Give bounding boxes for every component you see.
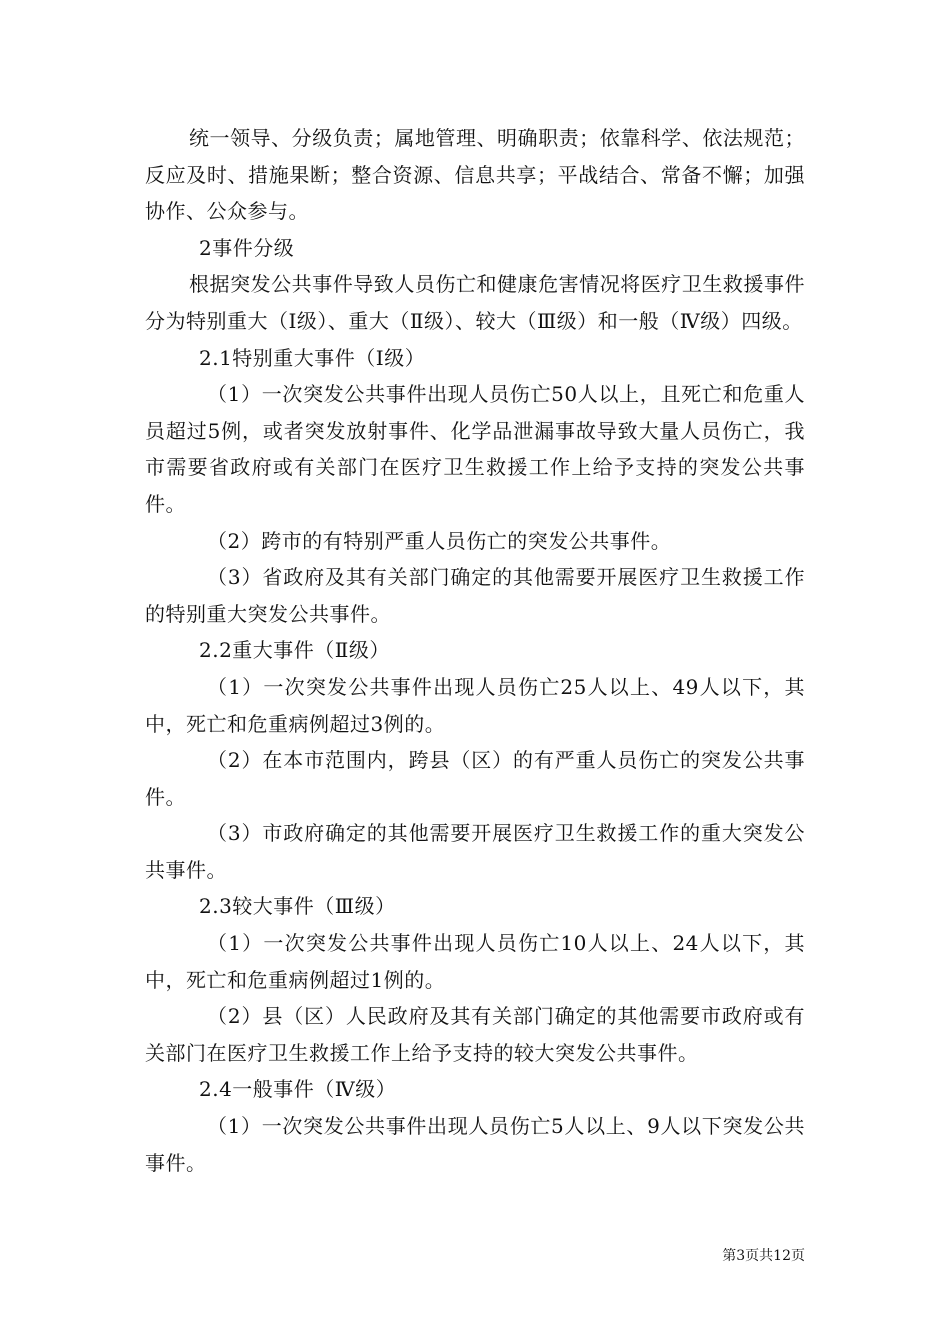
paragraph-level-4-item-1: （1）一次突发公共事件出现人员伤亡5人以上、9人以下突发公共事件。 (145, 1114, 805, 1175)
heading-level-4: 2.4一般事件（Ⅳ级） (199, 1077, 397, 1102)
heading-level-3: 2.3较大事件（Ⅲ级） (199, 894, 396, 919)
paragraph-level-2-item-1: （1）一次突发公共事件出现人员伤亡25人以上、49人以下，其中，死亡和危重病例超过3例的。 (145, 674, 805, 736)
paragraph-level-3-item-1: （1）一次突发公共事件出现人员伤亡10人以上、24人以下，其中，死亡和危重病例超过1例的。 (145, 931, 805, 992)
paragraph-grading-intro: 根据突发公共事件导致人员伤亡和健康危害情况将医疗卫生救援事件分为特别重大（Ⅰ级）、重大（Ⅱ级）、较大（Ⅲ级）和一般（Ⅳ级）四级。 (145, 272, 805, 333)
paragraph-level-3-item-2: （2）县（区）人民政府及其有关部门确定的其他需要市政府或有关部门在医疗卫生救援工作上给予支持的较大突发公共事件。 (145, 1004, 805, 1065)
paragraph-level-1-item-2: （2）跨市的有特别严重人员伤亡的突发公共事件。 (207, 528, 672, 553)
document-body (145, 120, 805, 1181)
page-number-footer: 第3页共12页 (722, 1248, 805, 1264)
paragraph-level-1-item-3: （3）省政府及其有关部门确定的其他需要开展医疗卫生救援工作的特别重大突发公共事件。 (145, 565, 805, 626)
paragraph-level-2-item-2: （2）在本市范围内，跨县（区）的有严重人员伤亡的突发公共事件。 (145, 748, 805, 809)
heading-level-1: 2.1特别重大事件（Ⅰ级） (199, 345, 426, 370)
heading-event-grading: 2事件分级 (199, 235, 295, 260)
heading-level-2: 2.2重大事件（Ⅱ级） (199, 638, 390, 663)
paragraph-principles: 统一领导、分级负责；属地管理、明确职责；依靠科学、依法规范；反应及时、措施果断；整合资源、信息共享；平战结合、常备不懈；加强协作、公众参与。 (145, 126, 805, 224)
paragraph-level-1-item-1: （1）一次突发公共事件出现人员伤亡50人以上，且死亡和危重人员超过5例，或者突发放射事件、化学品泄漏事故导致大量人员伤亡，我市需要省政府或有关部门在医疗卫生救援工作上给予支持的突发公共事件。 (145, 382, 805, 516)
paragraph-level-2-item-3: （3）市政府确定的其他需要开展医疗卫生救援工作的重大突发公共事件。 (145, 821, 805, 882)
